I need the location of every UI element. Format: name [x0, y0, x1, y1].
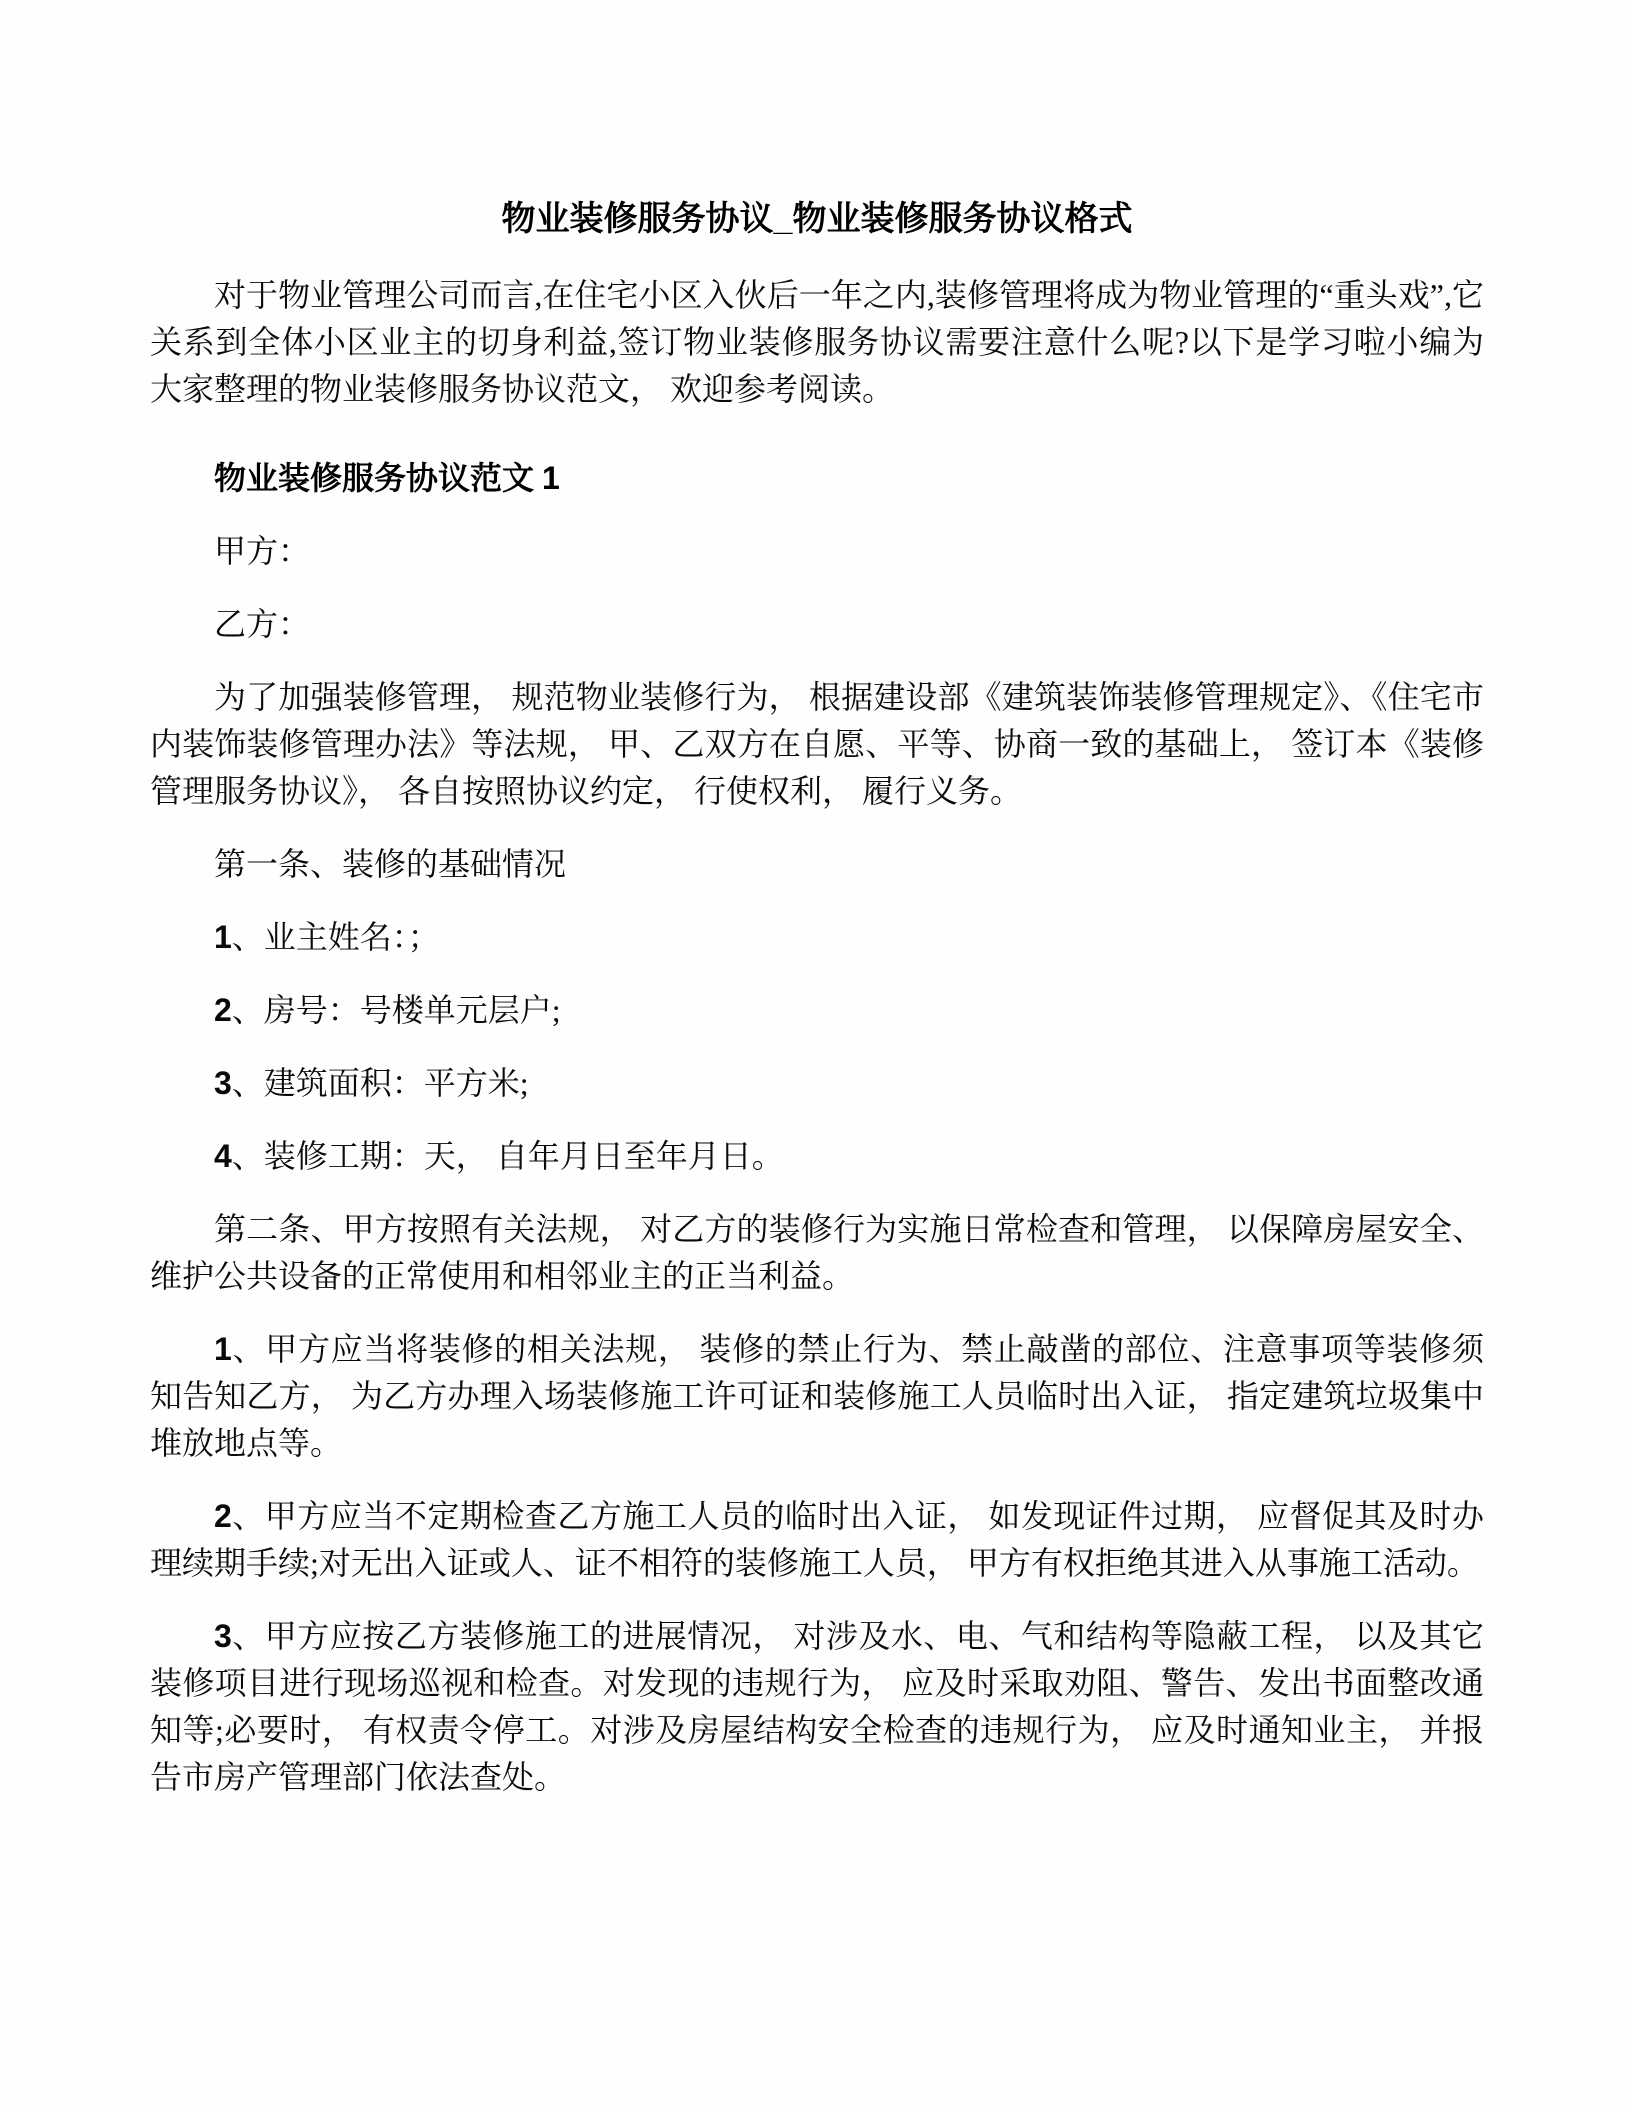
paragraph: 3、甲方应按乙方装修施工的进展情况， 对涉及水、电、气和结构等隐蔽工程， 以及其它装修项目进行现场巡视和检查。对发现的违规行为， 应及时采取劝阻、警告、发出书面整改通知等;必要时， 有权责令停工。对涉及房屋结构安全检查的违规行为， 应及时通知业主， 并报告市房产管理部门依法查处。 — [150, 1618, 1484, 1795]
list-number: 1 — [214, 1331, 232, 1367]
document-title: 物业装修服务协议_物业装修服务协议格式 — [501, 200, 1133, 238]
list-number: 2 — [214, 1498, 232, 1534]
list-number: 2 — [214, 992, 232, 1028]
paragraph: 对于物业管理公司而言,在住宅小区入伙后一年之内,装修管理将成为物业管理的“重头戏”,它关系到全体小区业主的切身利益,签订物业装修服务协议需要注意什么呢?以下是学习啦小编为大家整理的物业装修服务协议范文， 欢迎参考阅读。 — [150, 277, 1484, 407]
list-number: 1 — [214, 919, 232, 955]
paragraph: 第一条、装修的基础情况 — [214, 846, 567, 882]
paragraph: 第二条、甲方按照有关法规， 对乙方的装修行为实施日常检查和管理， 以保障房屋安全、维护公共设备的正常使用和相邻业主的正当利益。 — [150, 1211, 1484, 1294]
paragraph: 3、建筑面积：平方米; — [214, 1065, 529, 1101]
paragraph: 4、装修工期：天， 自年月日至年月日。 — [214, 1138, 784, 1174]
paragraph: 1、甲方应当将装修的相关法规， 装修的禁止行为、禁止敲凿的部位、注意事项等装修须知告知乙方， 为乙方办理入场装修施工许可证和装修施工人员临时出入证， 指定建筑垃圾集中堆放地点等。 — [150, 1331, 1484, 1461]
document-body — [150, 272, 1484, 1801]
paragraph: 2、甲方应当不定期检查乙方施工人员的临时出入证， 如发现证件过期， 应督促其及时办理续期手续;对无出入证或人、证不相符的装修施工人员， 甲方有权拒绝其进入从事施工活动。 — [150, 1498, 1484, 1581]
paragraph: 甲方： — [214, 533, 311, 569]
list-number: 3 — [214, 1618, 232, 1654]
paragraph: 2、房号：号楼单元层户; — [214, 992, 561, 1028]
list-number: 4 — [214, 1138, 232, 1174]
paragraph: 为了加强装修管理， 规范物业装修行为， 根据建设部《建筑装饰装修管理规定》、《住宅市内装饰装修管理办法》等法规， 甲、乙双方在自愿、平等、协商一致的基础上， 签订本《装修管理服务协议》， 各自按照协议约定， 行使权利， 履行义务。 — [150, 679, 1484, 809]
paragraph: 1、业主姓名：； — [214, 919, 440, 955]
list-number: 3 — [214, 1065, 232, 1101]
paragraph: 乙方： — [214, 606, 311, 642]
list-number: 1 — [542, 460, 560, 496]
section-heading: 物业装修服务协议范文 1 — [214, 460, 560, 496]
